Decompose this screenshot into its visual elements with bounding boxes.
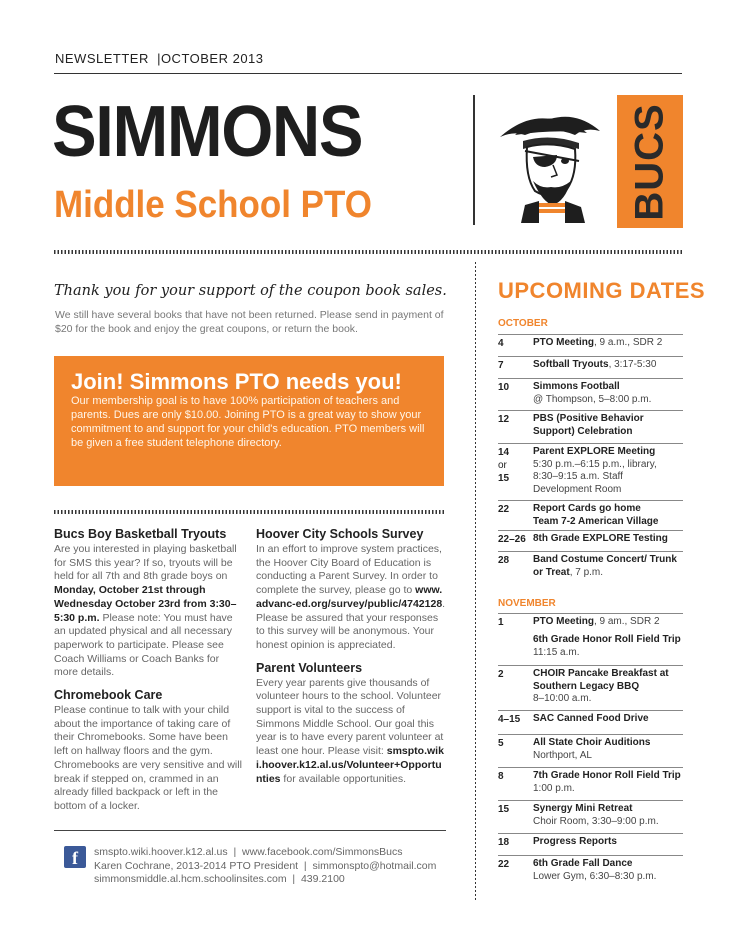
event-day: 10	[498, 382, 510, 393]
event-day: 15	[498, 804, 510, 815]
event-title: SAC Canned Food Drive	[533, 713, 649, 724]
event-row	[498, 500, 683, 515]
basketball-dates: Monday, October 21st through Wednesday October 23rd from 3:30–5:30 p.m.	[54, 584, 237, 624]
footer-top-rule	[54, 830, 446, 831]
november-label: NOVEMBER	[498, 598, 556, 609]
event-text	[533, 446, 683, 496]
header-divider	[473, 95, 475, 225]
event-text	[533, 803, 683, 828]
event-row	[498, 410, 683, 444]
event-row	[498, 767, 683, 801]
bucs-badge	[617, 95, 683, 228]
footer-line-1[interactable]: smspto.wiki.hoover.k12.al.us | www.facebook.com/SimmonsBucs	[94, 846, 403, 858]
event-text	[533, 770, 683, 795]
footer-line-3: simmonsmiddle.al.hcm.schoolinsites.com | 439.2100	[94, 873, 345, 885]
event-row	[498, 734, 683, 768]
survey-text-2: . Please be assured that your responses to this survey will be anonymous. Your honest opinion is appreciated.	[256, 597, 446, 651]
event-day: 22	[498, 504, 510, 515]
event-row	[498, 710, 683, 735]
event-row	[498, 551, 683, 586]
facebook-icon[interactable]: f	[64, 846, 86, 868]
volunteers-heading: Parent Volunteers	[256, 660, 363, 675]
event-day: 8	[498, 771, 504, 782]
event-title: Softball Tryouts	[533, 359, 609, 370]
event-title: 7th Grade Honor Roll Field Trip	[533, 770, 681, 781]
event-title: PTO Meeting	[533, 616, 594, 627]
top-rule	[54, 73, 682, 74]
event-detail: 1:00 p.m.	[533, 782, 575, 794]
event-detail: Lower Gym, 6:30–8:30 p.m.	[533, 870, 657, 882]
event-day: 22–26	[498, 534, 526, 545]
event-text	[533, 516, 683, 529]
event-row	[498, 833, 683, 856]
event-title: Report Cards go home	[533, 503, 641, 514]
footer-line-2: Karen Cochrane, 2013-2014 PTO President | simmonspto@hotmail.com	[94, 859, 437, 872]
event-title: Progress Reports	[533, 836, 617, 847]
event-detail: 5:30 p.m.–6:15 p.m., library, 8:30–9:15 a.m. Staff Development Room	[533, 458, 657, 495]
basketball-body	[54, 543, 244, 680]
event-title: Synergy Mini Retreat	[533, 803, 633, 814]
survey-body	[256, 543, 446, 653]
volunteers-text-2: for available opportunities.	[280, 772, 407, 785]
event-row	[498, 378, 683, 411]
basketball-text-2: Please note: You must have an updated physical and all necessary paperwork to participate. Please see Coach Williams or Coach Banks for more details.	[54, 611, 233, 679]
page-subtitle: Middle School PTO	[54, 184, 372, 226]
upcoming-heading: UPCOMING DATES	[498, 278, 706, 303]
event-title: Band Costume Concert/ Trunk or Treat	[533, 554, 677, 578]
event-day: 1	[498, 617, 504, 628]
event-text	[533, 533, 683, 546]
event-row	[498, 356, 683, 379]
event-text	[533, 668, 683, 706]
volunteers-text-1: Every year parents give thousands of volunteer hours to the school. Volunteer support is vital to the success of Simmons Middle School. Our goal this year is to have every parent volunteer at least one hour. Please visit:	[256, 676, 444, 758]
basketball-heading: Bucs Boy Basketball Tryouts	[54, 527, 227, 541]
thanks-body: We still have several books that have not been returned. Please send in payment of $20 for the book and enjoy the great coupons, or return the book.	[55, 309, 444, 335]
volunteers-body	[256, 677, 446, 787]
bucs-badge-text: BUCS	[627, 102, 672, 221]
event-row	[498, 443, 683, 501]
event-text	[533, 737, 683, 762]
event-text	[533, 713, 683, 726]
volunteers-link[interactable]: smspto.wiki.hoover.k12.al.us/Volunteer+Opportunties	[256, 745, 444, 785]
event-title: CHOIR Pancake Breakfast at Southern Legacy BBQ	[533, 668, 669, 692]
join-body: Our membership goal is to have 100% participation of teachers and parents. Dues are only $10.00. Joining PTO is a great way to show your commitment to and support for your child's education. PTO members will be given a free student telephone directory.	[71, 395, 425, 449]
event-text	[533, 554, 683, 579]
newsletter-kicker: NEWSLETTER |OCTOBER 2013	[55, 51, 264, 66]
event-detail: 11:15 a.m.	[533, 646, 580, 658]
event-title: PTO Meeting	[533, 337, 594, 348]
event-detail: , 9 am., SDR 2	[593, 616, 660, 627]
mid-dashed-rule	[54, 510, 446, 514]
event-day: 22	[498, 859, 510, 870]
chromebook-body: Please continue to talk with your child about the importance of taking care of their Chromebooks. Some have been left on hallway floors and the gym. Chromebooks are very sensitive and will break if stepped on, crammed in an already filled backpack or left in the bottom of a locker.	[54, 704, 242, 812]
event-title: 6th Grade Fall Dance	[533, 858, 633, 869]
join-callout	[54, 356, 444, 486]
event-text	[533, 616, 683, 629]
basketball-text-1: Are you interested in playing basketball for SMS this year? If so, tryouts will be held for all 7th and 8th grade boys on	[54, 543, 237, 583]
thanks-heading: Thank you for your support of the coupon book sales.	[54, 283, 447, 299]
event-row	[498, 334, 683, 357]
footer-lines	[94, 846, 436, 887]
event-title: Parent EXPLORE Meeting	[533, 446, 656, 457]
event-text	[533, 858, 683, 883]
join-heading: Join! Simmons PTO needs you!	[71, 369, 402, 394]
event-text	[533, 634, 683, 659]
survey-text-1: In an effort to improve system practices, the Hoover City Board of Education is conducting a Parent Survey. In order to complete the survey, please go to	[256, 543, 442, 597]
survey-heading: Hoover City Schools Survey	[256, 527, 424, 541]
october-label: OCTOBER	[498, 318, 548, 329]
event-detail: Choir Room, 3:30–9:00 p.m.	[533, 815, 659, 827]
event-day: 5	[498, 738, 504, 749]
event-row	[498, 530, 683, 552]
event-row	[498, 665, 683, 711]
event-text	[533, 337, 683, 350]
event-title: All State Choir Auditions	[533, 737, 651, 748]
event-day: 4	[498, 338, 504, 349]
event-title: 6th Grade Honor Roll Field Trip	[533, 634, 681, 645]
event-row	[498, 613, 683, 633]
chromebook-heading: Chromebook Care	[54, 688, 163, 703]
event-row	[498, 800, 683, 834]
event-text	[533, 413, 683, 438]
event-row	[498, 855, 683, 890]
column-divider	[475, 262, 476, 902]
event-detail: @ Thompson, 5–8:00 p.m.	[533, 393, 652, 405]
event-day: 2	[498, 669, 504, 680]
event-detail: Northport, AL	[533, 749, 592, 761]
right-article-column	[256, 527, 446, 786]
survey-link[interactable]: www.advanc-ed.org/survey/public/4742128	[256, 584, 443, 610]
event-text	[533, 836, 683, 849]
event-detail: 8–10:00 a.m.	[533, 693, 592, 704]
event-day: 7	[498, 360, 504, 371]
left-article-column	[54, 527, 244, 814]
event-text	[533, 359, 683, 372]
event-detail: , 9 a.m., SDR 2	[593, 337, 663, 348]
event-day: 28	[498, 555, 510, 566]
event-day: 14 or 15	[498, 447, 510, 484]
event-detail: , 7 p.m.	[569, 566, 604, 578]
event-title: Team 7-2 American Village	[533, 516, 659, 527]
event-row	[498, 514, 683, 530]
event-day: 12	[498, 414, 510, 425]
event-title: Simmons Football	[533, 381, 620, 392]
pirate-mascot-icon	[495, 105, 605, 230]
event-title: PBS (Positive Behavior Support) Celebration	[533, 413, 644, 437]
event-day: 4–15	[498, 714, 521, 725]
event-title: 8th Grade EXPLORE Testing	[533, 533, 668, 544]
event-text	[533, 381, 683, 406]
page-title: SIMMONS	[52, 92, 363, 172]
event-day: 18	[498, 837, 510, 848]
event-detail: , 3:17-5:30	[608, 359, 657, 370]
event-row	[498, 632, 683, 665]
header-dashed-rule	[54, 250, 682, 254]
